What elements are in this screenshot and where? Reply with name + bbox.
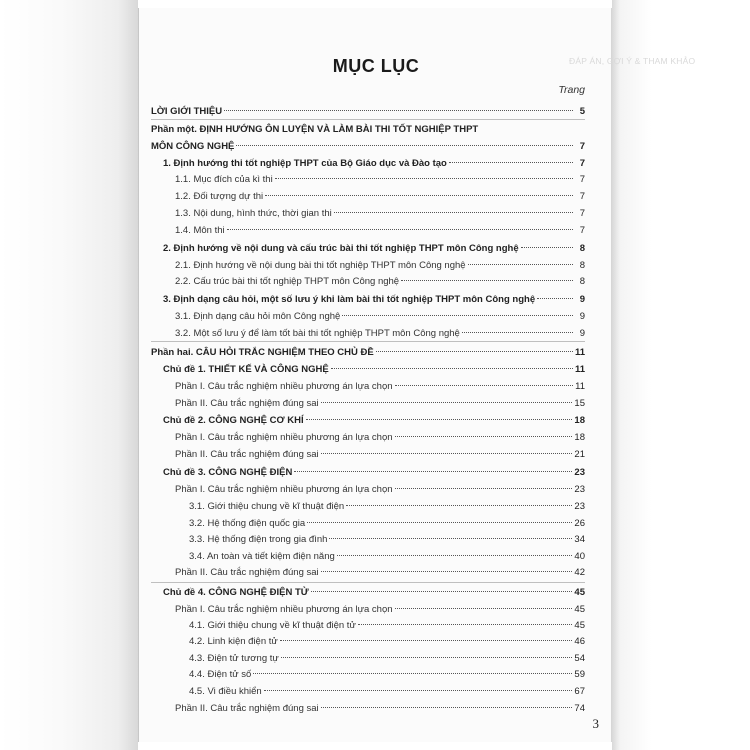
toc-entry-section-4-2[interactable]: 4.2. Linh kiện điện tử 46 bbox=[189, 633, 585, 648]
dot-leader bbox=[236, 135, 573, 146]
dot-leader bbox=[395, 598, 573, 609]
dot-leader bbox=[468, 254, 573, 265]
dot-leader bbox=[227, 219, 573, 230]
dot-leader bbox=[280, 630, 573, 641]
dot-leader bbox=[521, 237, 573, 248]
dot-leader bbox=[281, 647, 573, 658]
toc-entry-section-2[interactable]: 2. Định hướng về nội dung và cấu trúc bài thi tốt nghiệp THPT môn Công nghệ 8 bbox=[163, 240, 585, 255]
toc-entry-topic-4-part-1[interactable]: Phần I. Câu trắc nghiệm nhiều phương án lựa chọn 45 bbox=[175, 601, 585, 616]
dot-leader bbox=[275, 168, 573, 179]
toc-entry-intro[interactable]: LỜI GIỚI THIỆU 5 bbox=[151, 103, 585, 118]
dot-leader bbox=[334, 202, 573, 213]
toc-entry-section-1-3[interactable]: 1.3. Nội dung, hình thức, thời gian thi 7 bbox=[175, 205, 585, 220]
toc-entry-section-1-1[interactable]: 1.1. Mục đích của kì thi 7 bbox=[175, 171, 585, 186]
toc-entry-part-one[interactable]: Phần một. ĐỊNH HƯỚNG ÔN LUYỆN VÀ LÀM BÀI THI TỐT NGHIỆP THPT bbox=[151, 124, 479, 135]
toc-entry-section-3-2[interactable]: 3.2. Một số lưu ý để làm tốt bài thi tốt nghiệp THPT môn Công nghệ 9 bbox=[175, 325, 585, 340]
dot-leader bbox=[462, 322, 573, 333]
toc-entry-section-4-4[interactable]: 4.4. Điện tử số 59 bbox=[189, 666, 585, 681]
dot-leader bbox=[329, 528, 572, 539]
toc-entry-section-3[interactable]: 3. Định dạng câu hỏi, một số lưu ý khi làm bài thi tốt nghiệp THPT môn Công nghệ 9 bbox=[163, 291, 585, 306]
dot-leader bbox=[253, 663, 572, 674]
toc-page bbox=[138, 8, 696, 742]
facing-page-right bbox=[612, 0, 750, 750]
toc-entry-section-4-5[interactable]: 4.5. Vi điều khiển 67 bbox=[189, 683, 585, 698]
dot-leader bbox=[321, 697, 573, 708]
toc-entry-section-3-2-grid[interactable]: 3.2. Hệ thống điện quốc gia 26 bbox=[189, 515, 585, 530]
toc-entry-section-3-3-home[interactable]: 3.3. Hệ thống điện trong gia đình 34 bbox=[189, 531, 585, 546]
section-rule bbox=[151, 119, 585, 120]
toc-entry-topic-1-part-2[interactable]: Phần II. Câu trắc nghiệm đúng sai 15 bbox=[175, 395, 585, 410]
toc-entry-topic-4[interactable]: Chủ đề 4. CÔNG NGHỆ ĐIỆN TỬ 45 bbox=[163, 584, 585, 599]
toc-entry-topic-2[interactable]: Chủ đề 2. CÔNG NGHỆ CƠ KHÍ 18 bbox=[163, 412, 585, 427]
toc-entry-section-1-2[interactable]: 1.2. Đối tượng dự thi 7 bbox=[175, 188, 585, 203]
facing-page-left bbox=[0, 0, 138, 750]
dot-leader bbox=[306, 409, 573, 420]
dot-leader bbox=[321, 443, 573, 454]
page-number: 3 bbox=[592, 716, 599, 731]
dot-leader bbox=[321, 561, 573, 572]
toc-entry-section-1-4[interactable]: 1.4. Môn thi 7 bbox=[175, 222, 585, 237]
toc-entry-section-3-1[interactable]: 3.1. Định dạng câu hỏi môn Công nghệ 9 bbox=[175, 308, 585, 323]
toc-entry-section-2-2[interactable]: 2.2. Cấu trúc bài thi tốt nghiệp THPT môn Công nghệ 8 bbox=[175, 273, 585, 288]
toc-entry-topic-4-part-2[interactable]: Phần II. Câu trắc nghiệm đúng sai 74 bbox=[175, 700, 585, 715]
page-title: MỤC LỤC bbox=[332, 56, 420, 76]
dot-leader bbox=[265, 185, 573, 196]
dot-leader bbox=[401, 270, 573, 281]
dot-leader bbox=[358, 614, 573, 625]
dot-leader bbox=[395, 375, 573, 386]
toc-entry-section-3-1-electrical[interactable]: 3.1. Giới thiệu chung về kĩ thuật điện 23 bbox=[189, 498, 585, 513]
toc-entry-section-2-1[interactable]: 2.1. Định hướng về nội dung bài thi tốt nghiệp THPT môn Công nghệ 8 bbox=[175, 257, 585, 272]
dot-leader bbox=[224, 100, 573, 111]
toc-entry-topic-3-part-2[interactable]: Phần II. Câu trắc nghiệm đúng sai 42 bbox=[175, 564, 585, 579]
dot-leader bbox=[294, 461, 572, 472]
page-column-label: Trang bbox=[558, 84, 585, 96]
toc-entry-section-1[interactable]: 1. Định hướng thi tốt nghiệp THPT của Bộ Giáo dục và Đào tạo 7 bbox=[163, 155, 585, 170]
toc-entry-topic-1-part-1[interactable]: Phần I. Câu trắc nghiệm nhiều phương án lựa chọn 11 bbox=[175, 378, 585, 393]
toc-entry-part-one-subject[interactable]: MÔN CÔNG NGHỆ 7 bbox=[151, 138, 585, 153]
dot-leader bbox=[321, 392, 573, 403]
dot-leader bbox=[342, 305, 573, 316]
dot-leader bbox=[395, 478, 573, 489]
dot-leader bbox=[346, 495, 572, 506]
toc-entry-section-4-3[interactable]: 4.3. Điện tử tương tự 54 bbox=[189, 650, 585, 665]
toc-entry-part-two[interactable]: Phần hai. CÂU HỎI TRẮC NGHIỆM THEO CHỦ ĐỀ 11 bbox=[151, 344, 585, 359]
toc-entry-topic-1[interactable]: Chủ đề 1. THIẾT KẾ VÀ CÔNG NGHỆ 11 bbox=[163, 361, 585, 376]
dot-leader bbox=[311, 581, 573, 592]
dot-leader bbox=[395, 426, 573, 437]
dot-leader bbox=[537, 288, 573, 299]
dot-leader bbox=[264, 680, 573, 691]
toc-entry-section-3-4-safety[interactable]: 3.4. An toàn và tiết kiệm điện năng 40 bbox=[189, 548, 585, 563]
toc-entry-topic-2-part-1[interactable]: Phần I. Câu trắc nghiệm nhiều phương án lựa chọn 18 bbox=[175, 429, 585, 444]
dot-leader bbox=[307, 512, 572, 523]
toc-entry-section-4-1[interactable]: 4.1. Giới thiệu chung về kĩ thuật điện tử 45 bbox=[189, 617, 585, 632]
dot-leader bbox=[376, 341, 573, 352]
dot-leader bbox=[449, 152, 573, 163]
toc-entry-topic-3-part-1[interactable]: Phần I. Câu trắc nghiệm nhiều phương án lựa chọn 23 bbox=[175, 481, 585, 496]
dot-leader bbox=[337, 545, 573, 556]
toc-entry-topic-3[interactable]: Chủ đề 3. CÔNG NGHỆ ĐIỆN 23 bbox=[163, 464, 585, 479]
toc-entry-topic-2-part-2[interactable]: Phần II. Câu trắc nghiệm đúng sai 21 bbox=[175, 446, 585, 461]
bleed-through-text: ĐÁP ÁN, GỢI Ý & THAM KHẢO bbox=[569, 56, 696, 66]
dot-leader bbox=[331, 358, 573, 369]
